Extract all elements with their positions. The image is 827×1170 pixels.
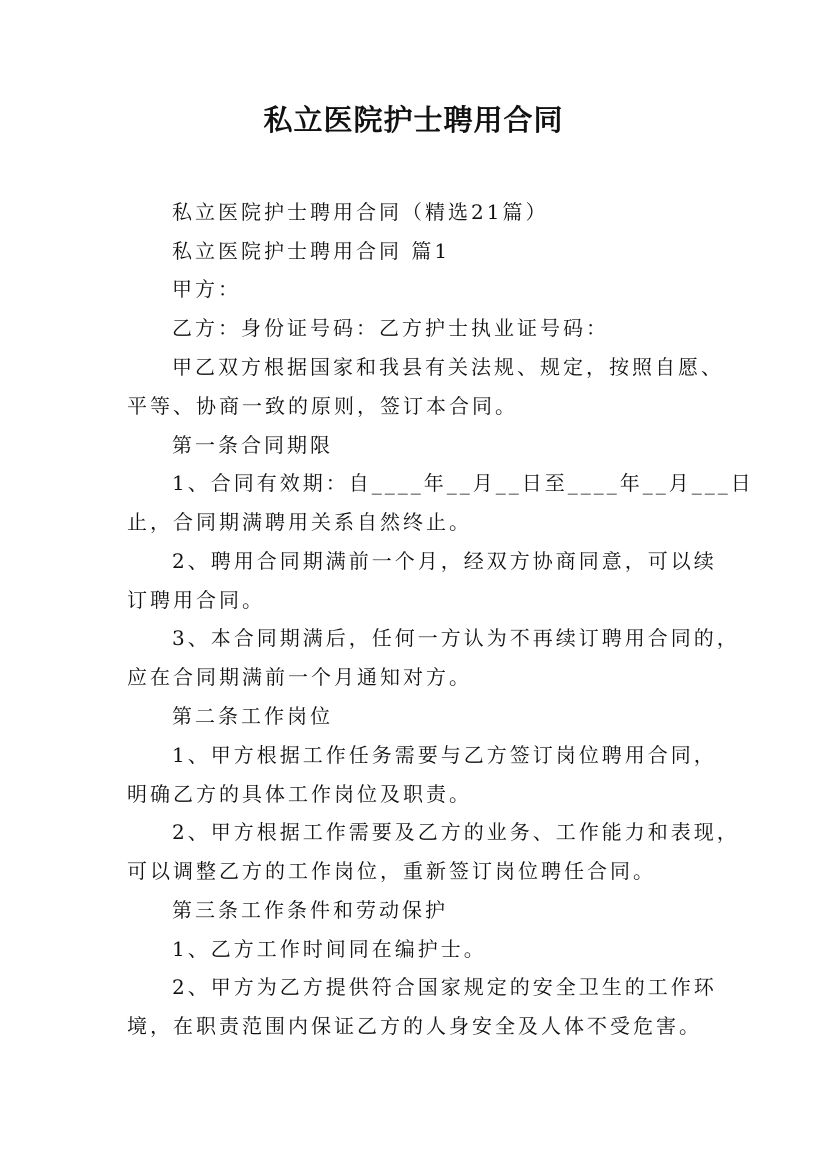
paragraph-line: 境，在职责范围内保证乙方的人身安全及人体不受危害。: [127, 1014, 702, 1038]
paragraph-line: 平等、协商一致的原则，签订本合同。: [127, 394, 518, 418]
paragraph-line: 明确乙方的具体工作岗位及职责。: [127, 782, 472, 806]
paragraph-line: 1、合同有效期：自____年__月__日至____年__月___日: [172, 471, 754, 495]
subtitle-line: 私立医院护士聘用合同（精选21篇）: [172, 200, 549, 224]
article-heading-3: 第三条工作条件和劳动保护: [172, 898, 448, 922]
article-heading-1: 第一条合同期限: [172, 433, 333, 457]
article-heading-2: 第二条工作岗位: [172, 704, 333, 728]
paragraph-line: 2、甲方根据工作需要及乙方的业务、工作能力和表现，: [172, 820, 740, 844]
paragraph-line: 3、本合同期满后，任何一方认为不再续订聘用合同的，: [172, 626, 740, 650]
paragraph-line: 1、甲方根据工作任务需要与乙方签订岗位聘用合同，: [172, 743, 717, 767]
document-title: 私立医院护士聘用合同: [263, 103, 564, 137]
paragraph-line: 止，合同期满聘用关系自然终止。: [127, 510, 472, 534]
paragraph-line: 应在合同期满前一个月通知对方。: [127, 665, 472, 689]
party-b-line: 乙方：身份证号码：乙方护士执业证号码：: [172, 316, 609, 340]
paragraph-line: 甲乙双方根据国家和我县有关法规、规定，按照自愿、: [172, 355, 724, 379]
section-heading-1: 私立医院护士聘用合同 篇1: [172, 239, 451, 263]
paragraph-line: 可以调整乙方的工作岗位，重新签订岗位聘任合同。: [127, 859, 656, 883]
paragraph-line: 2、聘用合同期满前一个月，经双方协商同意，可以续: [172, 549, 717, 573]
paragraph-line: 2、甲方为乙方提供符合国家规定的安全卫生的工作环: [172, 975, 717, 999]
paragraph-line: 订聘用合同。: [127, 588, 265, 612]
paragraph-line: 1、乙方工作时间同在编护士。: [172, 937, 487, 961]
party-a-line: 甲方：: [172, 277, 241, 301]
